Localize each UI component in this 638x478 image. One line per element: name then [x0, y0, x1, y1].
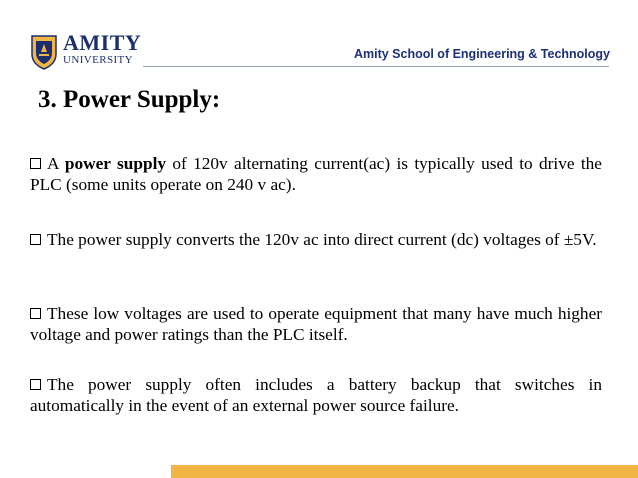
institution-name: Amity School of Engineering & Technology	[353, 47, 610, 61]
checkbox-bullet-icon	[30, 234, 41, 245]
checkbox-bullet-icon	[30, 308, 41, 319]
bullet-text-bold: power supply	[64, 154, 167, 173]
bullet-item	[30, 153, 602, 195]
bullet-text: The power supply converts the 120v ac into direct current (dc) voltages of ±5V.	[47, 230, 597, 249]
bullet-item	[30, 303, 602, 345]
bullet-text: The power supply often includes a battery backup that switches in automatically in the event of an external power source failure.	[30, 375, 602, 415]
logo-amity-text: AMITY	[63, 30, 142, 55]
bullet-item	[30, 374, 602, 416]
bullet-item	[30, 229, 602, 250]
logo-university-text: UNIVERSITY	[63, 54, 133, 66]
checkbox-bullet-icon	[30, 158, 41, 169]
bullet-text-post: of 120v alternating current(ac) is typically used to drive the PLC (some units operate on 240 v ac).	[30, 154, 602, 194]
bullet-text: These low voltages are used to operate equipment that many have much higher voltage and power ratings than the PLC itself.	[30, 304, 602, 344]
amity-logo	[30, 32, 140, 70]
amity-shield-icon	[30, 32, 58, 70]
checkbox-bullet-icon	[30, 379, 41, 390]
bullet-text-pre: A	[47, 154, 65, 173]
slide-title: 3. Power Supply:	[38, 86, 221, 113]
footer-accent-bar	[171, 465, 638, 478]
header-divider	[143, 66, 609, 67]
